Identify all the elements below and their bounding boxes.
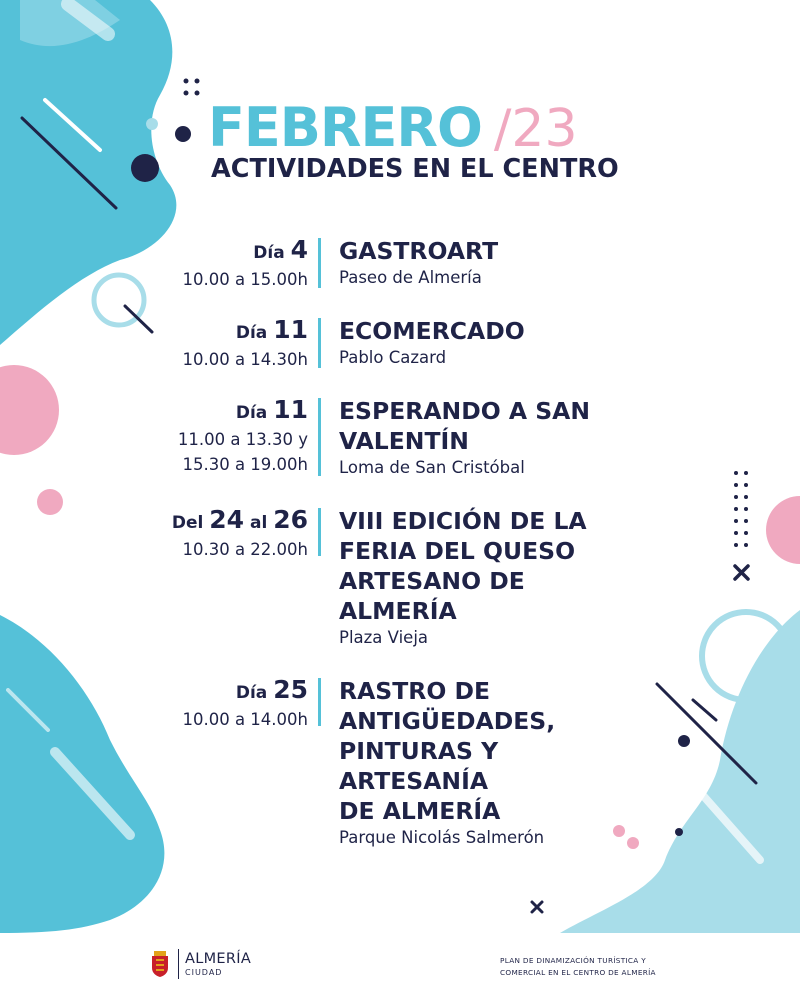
day-number: 4 — [290, 235, 308, 264]
event-place: Parque Nicolás Salmerón — [339, 828, 545, 847]
event-title: ALMERÍA — [339, 597, 457, 625]
event-title: PINTURAS Y — [339, 737, 499, 765]
event-when — [182, 316, 308, 372]
almeria-logo — [150, 949, 251, 979]
event-time: 15.30 a 19.00h — [182, 455, 308, 474]
event-place: Paseo de Almería — [339, 268, 482, 287]
event-details — [339, 506, 779, 650]
event-day — [182, 316, 308, 347]
event-title: ECOMERCADO — [339, 317, 525, 345]
event-details — [339, 676, 779, 850]
event-title: RASTRO DE — [339, 677, 491, 705]
divider-bar — [318, 318, 321, 368]
event-when — [182, 676, 308, 732]
day-number-end: 26 — [273, 505, 308, 534]
divider-bar — [318, 398, 321, 476]
day-number: 25 — [273, 675, 308, 704]
event-place: Loma de San Cristóbal — [339, 458, 525, 477]
event-details — [339, 316, 779, 370]
event-day — [178, 396, 308, 427]
event-title: ARTESANO DE — [339, 567, 525, 595]
logo-text — [185, 951, 251, 978]
almeria-crest-icon — [150, 950, 170, 978]
event-day — [182, 236, 308, 267]
divider-bar — [318, 678, 321, 726]
event-when — [182, 236, 308, 292]
page-subtitle: ACTIVIDADES EN EL CENTRO — [211, 154, 619, 184]
event-time: 10.00 a 14.30h — [182, 350, 308, 369]
event-time: 11.00 a 13.30 y — [177, 430, 308, 449]
event-day — [172, 506, 308, 537]
event-day — [182, 676, 308, 707]
event-details — [339, 236, 779, 290]
event-title: VIII EDICIÓN DE LA — [339, 507, 587, 535]
year-label: /23 — [493, 99, 578, 159]
day-number: 24 — [209, 505, 245, 534]
day-prefix: Día — [235, 683, 268, 703]
day-prefix: Del — [171, 513, 204, 533]
event-title: GASTROART — [339, 237, 499, 265]
day-prefix: Día — [253, 243, 285, 263]
event-title: ARTESANÍA — [339, 767, 489, 795]
day-number: 11 — [273, 315, 308, 344]
plan-line: COMERCIAL EN EL CENTRO DE ALMERÍA — [500, 968, 656, 977]
footer — [0, 935, 800, 1000]
plan-text — [500, 955, 656, 979]
event-when — [172, 506, 308, 562]
logo-divider — [178, 949, 179, 979]
event-place: Pablo Cazard — [339, 348, 447, 367]
divider-bar — [318, 238, 321, 288]
day-prefix: Día — [235, 403, 268, 423]
event-title: VALENTÍN — [339, 427, 469, 455]
top-left-shapes — [0, 0, 200, 345]
event-title: ANTIGÜEDADES, — [339, 707, 556, 735]
event-title: DE ALMERÍA — [339, 797, 501, 825]
title-line — [208, 96, 678, 160]
plan-line: PLAN DE DINAMIZACIÓN TURÍSTICA Y — [500, 956, 646, 965]
day-middle: al — [249, 513, 268, 533]
event-time: 10.00 a 14.00h — [182, 710, 308, 729]
event-details — [339, 396, 779, 480]
event-time: 10.00 a 15.00h — [182, 270, 308, 289]
header — [208, 96, 678, 184]
day-prefix: Día — [235, 323, 268, 343]
event-place: Plaza Vieja — [339, 628, 429, 647]
month-title: FEBRERO — [208, 96, 482, 159]
logo-name: ALMERÍA — [185, 950, 252, 967]
event-time: 10.30 a 22.00h — [182, 540, 308, 559]
logo-subtitle: CIUDAD — [185, 967, 223, 977]
day-number: 11 — [273, 395, 308, 424]
bottom-left-shapes — [0, 615, 164, 933]
divider-bar — [318, 508, 321, 556]
event-when — [178, 396, 308, 477]
event-title: ESPERANDO A SAN — [339, 397, 591, 425]
event-title: FERIA DEL QUESO — [339, 537, 576, 565]
